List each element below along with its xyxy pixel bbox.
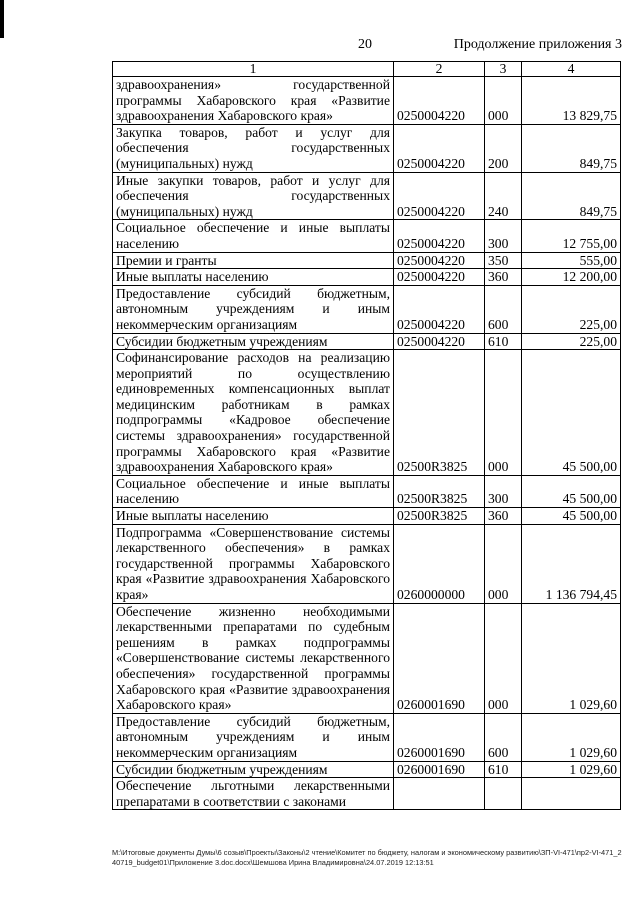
row-type: 610 [485,761,522,778]
row-code: 0250004220 [394,333,485,350]
row-name: Обеспечение льготными лекарственными препаратами в соответствии с законами [113,778,394,810]
table-row [113,350,621,476]
row-code [394,778,485,810]
row-amount: 45 500,00 [522,475,621,507]
row-name: Предоставление субсидий бюджетным, автономным учреждениям и иным некоммерческим организациям [113,713,394,761]
table-row [113,603,621,713]
row-amount: 12 755,00 [522,220,621,252]
row-name: Предоставление субсидий бюджетным, автономным учреждениям и иным некоммерческим организациям [113,285,394,333]
document-path-footer: M:\Итоговые документы Думы\6 созыв\Проекты\Законы\2 чтение\Комитет по бюджету, налогам и экономическому развитию\ЗП-VI-471\пр2-VI-471_240719_budget01\Приложение 3.doc.docx\Шемшова Ирина Владимировна\24.07.2019 12:13:51 [112,848,622,867]
header-col-2: 2 [394,62,485,77]
row-code: 0250004220 [394,124,485,172]
row-code: 0250004220 [394,77,485,125]
table-row [113,778,621,810]
row-code: 0250004220 [394,252,485,269]
row-code: 02500R3825 [394,475,485,507]
row-code: 0260001690 [394,761,485,778]
row-name: Закупка товаров, работ и услуг для обеспечения государственных (муниципальных) нужд [113,124,394,172]
row-code: 0260000000 [394,524,485,603]
row-amount: 1 029,60 [522,761,621,778]
row-type: 300 [485,475,522,507]
table-row [113,77,621,125]
row-amount: 45 500,00 [522,508,621,525]
row-code: 0260001690 [394,603,485,713]
row-amount: 849,75 [522,172,621,220]
row-name: Иные закупки товаров, работ и услуг для обеспечения государственных (муниципальных) нужд [113,172,394,220]
row-name: Субсидии бюджетным учреждениям [113,333,394,350]
table-row [113,220,621,252]
row-amount: 12 200,00 [522,269,621,286]
header-col-1: 1 [113,62,394,77]
row-name: здравоохранения» государственной программы Хабаровского края «Развитие здравоохранения Хабаровского края» [113,77,394,125]
table-row [113,172,621,220]
scan-edge-mark [0,0,4,38]
row-name: Иные выплаты населению [113,269,394,286]
row-name: Премии и гранты [113,252,394,269]
row-type: 000 [485,524,522,603]
row-name: Социальное обеспечение и иные выплаты населению [113,475,394,507]
row-code: 0260001690 [394,713,485,761]
row-type [485,778,522,810]
row-type: 000 [485,350,522,476]
table-header-row [113,62,621,77]
row-amount [522,778,621,810]
row-amount: 1 029,60 [522,603,621,713]
continuation-label: Продолжение приложения 3 [453,37,622,52]
row-amount: 45 500,00 [522,350,621,476]
row-type: 200 [485,124,522,172]
row-code: 0250004220 [394,269,485,286]
row-amount: 1 136 794,45 [522,524,621,603]
row-name: Обеспечение жизненно необходимыми лекарственными препаратами по судебным решениям в рамках подпрограммы «Совершенствование системы лекарственного обеспечения» государственной программы Хабаровского края «Развитие здравоохранения Хабаровского края» [113,603,394,713]
row-type: 600 [485,713,522,761]
row-amount: 225,00 [522,333,621,350]
table-row [113,333,621,350]
row-amount: 555,00 [522,252,621,269]
row-name: Софинансирование расходов на реализацию мероприятий по осуществлению единовременных компенсационных выплат медицинским работникам в рамках подпрограммы «Кадровое обеспечение системы здравоохранения» государственной программы Хабаровского края «Развитие здравоохранения Хабаровского края» [113,350,394,476]
header-col-3: 3 [485,62,522,77]
row-type: 610 [485,333,522,350]
row-code: 0250004220 [394,220,485,252]
table-row [113,761,621,778]
table-row [113,252,621,269]
row-amount: 849,75 [522,124,621,172]
row-name: Иные выплаты населению [113,508,394,525]
row-amount: 225,00 [522,285,621,333]
row-name: Социальное обеспечение и иные выплаты населению [113,220,394,252]
row-code: 0250004220 [394,285,485,333]
row-type: 360 [485,508,522,525]
appendix-table [112,61,621,810]
row-code: 02500R3825 [394,350,485,476]
table-row [113,285,621,333]
row-type: 240 [485,172,522,220]
table-row [113,524,621,603]
row-amount: 13 829,75 [522,77,621,125]
table-row [113,269,621,286]
row-name: Подпрограмма «Совершенствование системы лекарственного обеспечения» в рамках государственной программы Хабаровского края «Развитие здравоохранения Хабаровского края» [113,524,394,603]
row-type: 360 [485,269,522,286]
table-row [113,475,621,507]
page-number: 20 [358,37,372,52]
row-type: 000 [485,603,522,713]
table-row [113,508,621,525]
header-col-4: 4 [522,62,621,77]
table-row [113,124,621,172]
row-type: 000 [485,77,522,125]
row-amount: 1 029,60 [522,713,621,761]
row-code: 0250004220 [394,172,485,220]
row-type: 350 [485,252,522,269]
table-row [113,713,621,761]
row-type: 300 [485,220,522,252]
row-code: 02500R3825 [394,508,485,525]
row-type: 600 [485,285,522,333]
row-name: Субсидии бюджетным учреждениям [113,761,394,778]
